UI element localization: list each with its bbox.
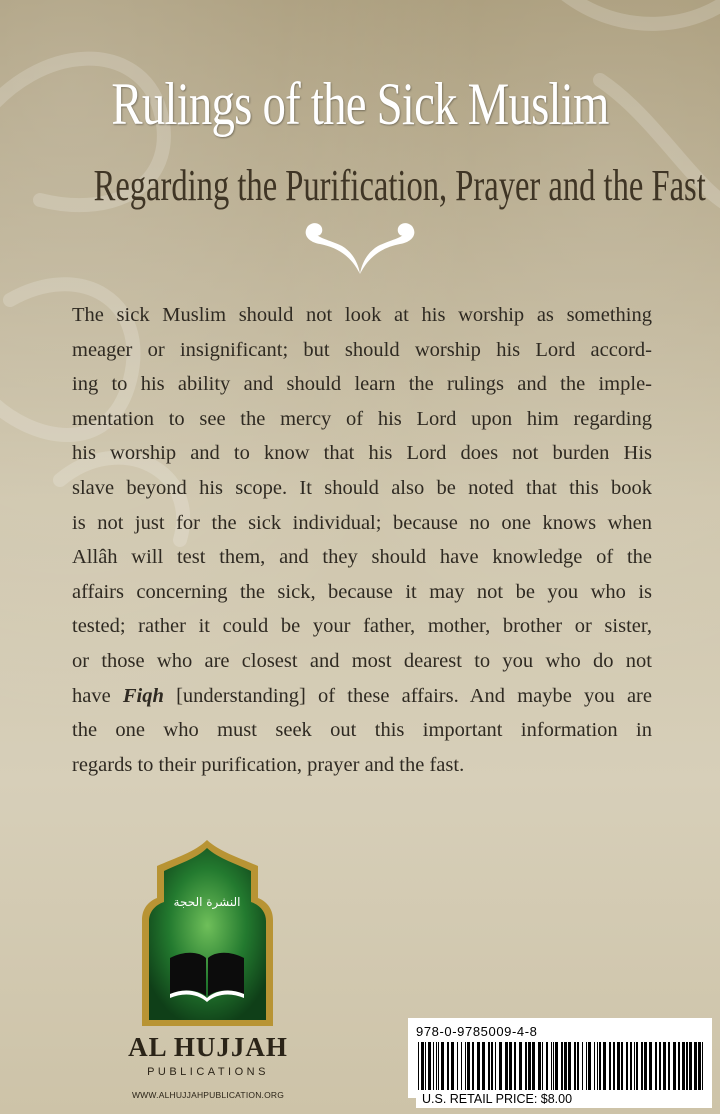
barcode-bar bbox=[561, 1042, 563, 1094]
barcode-bar bbox=[428, 1042, 431, 1094]
barcode-bar bbox=[509, 1042, 512, 1094]
publisher-logo bbox=[140, 838, 275, 1028]
description-line: mentation to see the mercy of his Lord upon him regarding bbox=[72, 407, 652, 430]
description-line: meager or insignificant; but should worship his Lord accord- bbox=[72, 338, 652, 361]
description-line: slave beyond his scope. It should also be noted that this book bbox=[72, 476, 652, 499]
barcode-bar bbox=[597, 1042, 598, 1094]
description-line: or those who are closest and most dearest to you who do not bbox=[72, 649, 652, 672]
barcode-bar bbox=[649, 1042, 652, 1094]
barcode-bar bbox=[538, 1042, 541, 1094]
barcode-bar bbox=[447, 1042, 449, 1094]
description-line: tested; rather it could be your father, mother, brother or sister, bbox=[72, 615, 652, 638]
back-cover-description bbox=[72, 298, 652, 782]
retail-price: U.S. RETAIL PRICE: $8.00 bbox=[416, 1090, 712, 1108]
barcode-bar bbox=[673, 1042, 676, 1094]
barcode-bar bbox=[577, 1042, 579, 1094]
barcode-bar bbox=[603, 1042, 606, 1094]
barcode-graphic bbox=[418, 1042, 706, 1094]
description-line: ing to his ability and should learn the rulings and the imple- bbox=[72, 373, 652, 396]
barcode-bar bbox=[477, 1042, 480, 1094]
barcode-bar bbox=[441, 1042, 444, 1094]
barcode-bar bbox=[467, 1042, 470, 1094]
description-line bbox=[72, 679, 652, 714]
barcode-bar bbox=[694, 1042, 697, 1094]
publisher-name: AL HUJJAH bbox=[128, 1032, 288, 1062]
description-line: regards to their purification, prayer and the fast. bbox=[72, 753, 465, 776]
barcode-bar bbox=[451, 1042, 454, 1094]
barcode-bar bbox=[421, 1042, 424, 1094]
barcode-bar bbox=[532, 1042, 535, 1094]
barcode-bar bbox=[644, 1042, 647, 1094]
description-line: affairs concerning the sick, because it may not be you who is bbox=[72, 580, 652, 603]
barcode-bar bbox=[461, 1042, 462, 1094]
barcode-bar bbox=[641, 1042, 643, 1094]
barcode-bar bbox=[621, 1042, 623, 1094]
description-text: [understanding] of these affairs. And maybe you are bbox=[163, 684, 652, 707]
barcode-bar bbox=[702, 1042, 703, 1094]
barcode-bar bbox=[418, 1042, 419, 1094]
fiqh-term: Fiqh bbox=[122, 684, 164, 707]
barcode-bar bbox=[609, 1042, 611, 1094]
barcode-bar bbox=[626, 1042, 628, 1094]
barcode-bar bbox=[588, 1042, 591, 1094]
barcode-bar bbox=[457, 1042, 458, 1094]
barcode-bar bbox=[425, 1042, 426, 1094]
barcode-bar bbox=[698, 1042, 701, 1094]
barcode-bar bbox=[655, 1042, 657, 1094]
barcode-bar bbox=[659, 1042, 661, 1094]
barcode-bar bbox=[574, 1042, 576, 1094]
barcode-bar bbox=[613, 1042, 615, 1094]
publisher-url: WWW.ALHUJJAHPUBLICATION.ORG bbox=[131, 1090, 285, 1100]
publisher-subtitle: PUBLICATIONS bbox=[147, 1066, 269, 1078]
flourish-ornament bbox=[300, 218, 420, 278]
barcode-bar bbox=[505, 1042, 508, 1094]
barcode-bar bbox=[551, 1042, 552, 1094]
barcode-bar bbox=[472, 1042, 474, 1094]
barcode-bar bbox=[594, 1042, 595, 1094]
barcode-bar bbox=[568, 1042, 571, 1094]
barcode-bar bbox=[686, 1042, 688, 1094]
barcode-bar bbox=[525, 1042, 527, 1094]
book-title: Rulings of the Sick Muslim bbox=[111, 71, 609, 137]
barcode-bar bbox=[499, 1042, 502, 1094]
barcode-bar bbox=[546, 1042, 548, 1094]
barcode-bar bbox=[514, 1042, 516, 1094]
description-line: the one who must seek out this important information in bbox=[72, 719, 652, 742]
barcode-bar bbox=[586, 1042, 587, 1094]
barcode-bar bbox=[491, 1042, 493, 1094]
barcode-bar bbox=[488, 1042, 490, 1094]
barcode-bar bbox=[555, 1042, 558, 1094]
barcode-bar bbox=[678, 1042, 680, 1094]
isbn-number: 978-0-9785009-4-8 bbox=[416, 1024, 538, 1039]
barcode-bar bbox=[542, 1042, 543, 1094]
barcode-bar bbox=[465, 1042, 466, 1094]
barcode-bar bbox=[634, 1042, 635, 1094]
barcode-bar bbox=[519, 1042, 522, 1094]
barcode-bar bbox=[495, 1042, 496, 1094]
barcode-bar bbox=[617, 1042, 620, 1094]
book-subtitle: Regarding the Purification, Prayer and the Fast bbox=[93, 161, 706, 210]
barcode-bar bbox=[668, 1042, 670, 1094]
barcode-bar bbox=[438, 1042, 439, 1094]
description-line: is not just for the sick individual; because no one knows when bbox=[72, 511, 652, 534]
barcode-bar bbox=[436, 1042, 437, 1094]
arabic-logo-text: النشرة الحجة bbox=[173, 895, 241, 909]
barcode-bar bbox=[599, 1042, 601, 1094]
description-line: his worship and to know that his Lord does not burden His bbox=[72, 442, 652, 465]
description-line: Allâh will test them, and they should have knowledge of the bbox=[72, 546, 652, 569]
barcode-bar bbox=[528, 1042, 531, 1094]
barcode-bar bbox=[682, 1042, 685, 1094]
barcode-bar bbox=[636, 1042, 638, 1094]
barcode-bar bbox=[630, 1042, 632, 1094]
barcode-label bbox=[408, 1018, 712, 1098]
description-text: have bbox=[72, 684, 123, 707]
barcode-bar bbox=[582, 1042, 583, 1094]
description-line: The sick Muslim should not look at his worship as something bbox=[72, 304, 652, 326]
barcode-bar bbox=[564, 1042, 567, 1094]
barcode-bar bbox=[482, 1042, 485, 1094]
barcode-bar bbox=[553, 1042, 554, 1094]
barcode-bar bbox=[433, 1042, 434, 1094]
barcode-bar bbox=[689, 1042, 692, 1094]
barcode-bar bbox=[663, 1042, 666, 1094]
